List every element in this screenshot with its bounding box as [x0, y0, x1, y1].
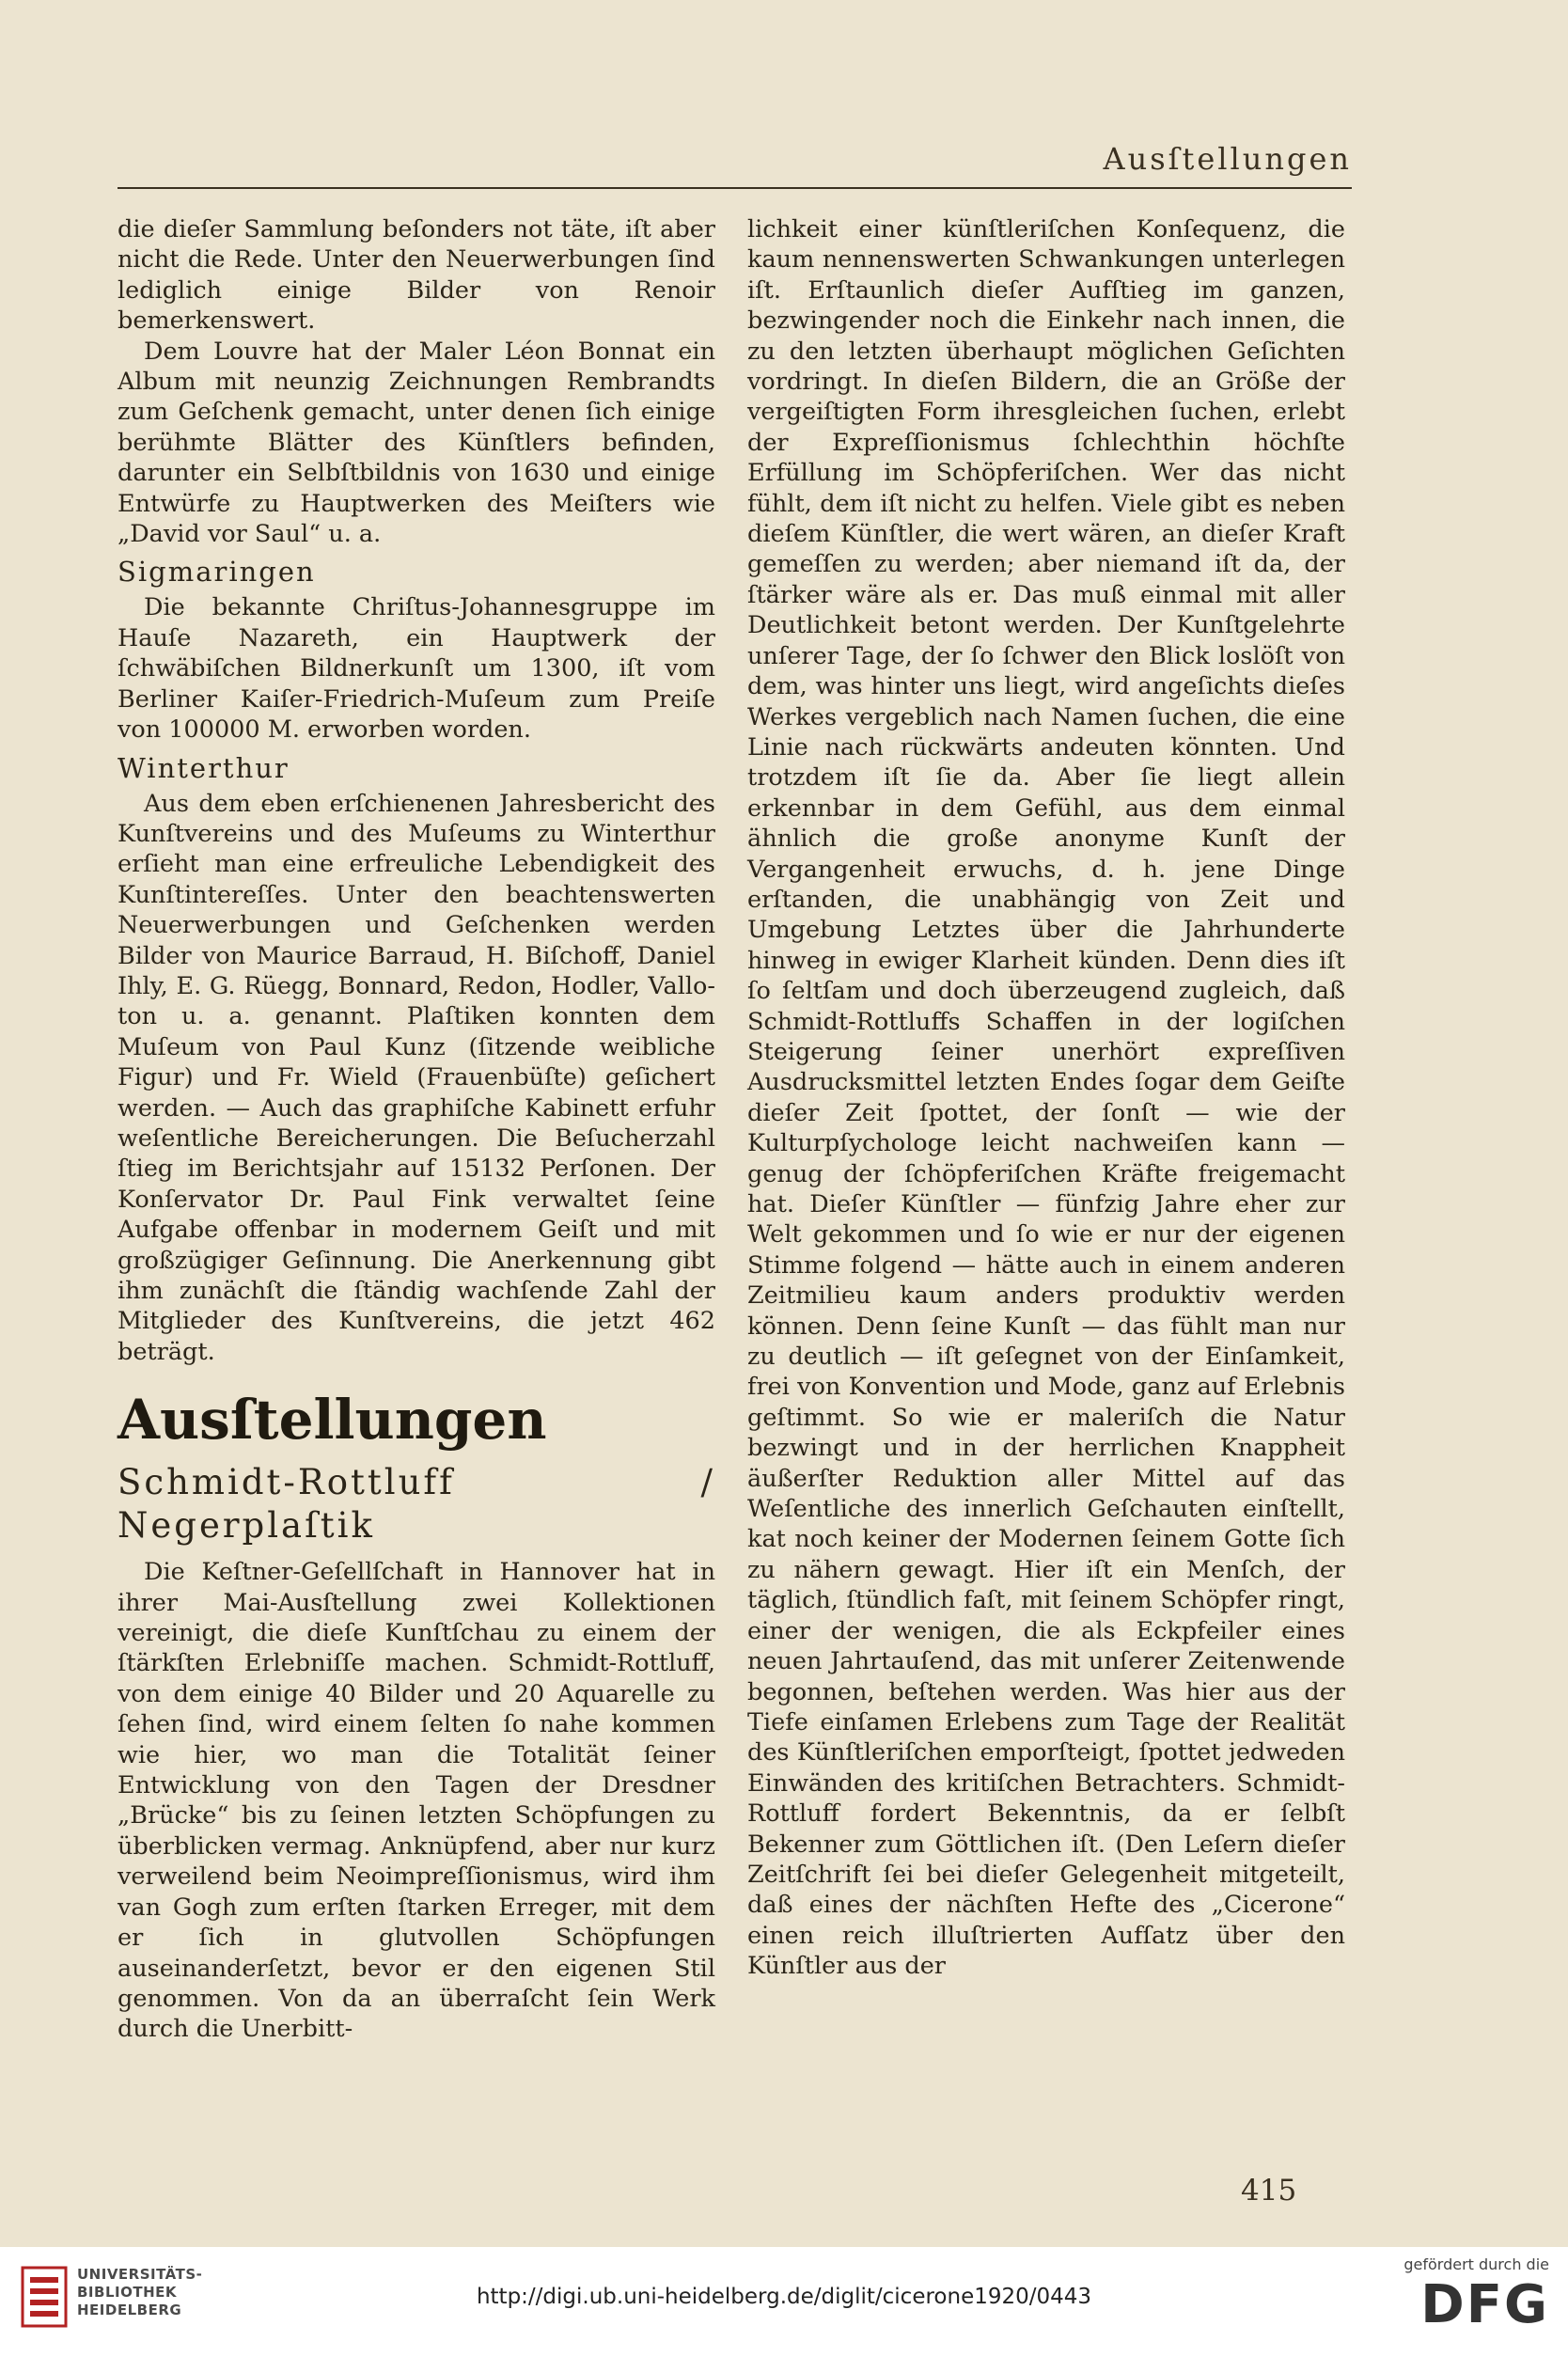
section-title: Ausſtellungen	[118, 1388, 547, 1453]
right-column	[747, 214, 1345, 1982]
library-name-line1: UNIVERSITÄTS-	[77, 2266, 203, 2283]
left-column	[118, 214, 715, 2045]
section-subtitle: Schmidt-Rottluff / Negerplaſtik	[118, 1462, 715, 1547]
paragraph: Die bekannte Chriſtus-Johannesgruppe im Hauſe Nazareth, ein Hauptwerk der ſchwäbiſchen Bildnerkunſt um 1300, iſt vom Berliner Kaiſer-Friedrich-Muſeum zum Preiſe von 100000 M. erworben worden.	[118, 593, 715, 745]
library-name-line3: HEIDELBERG	[77, 2302, 182, 2318]
place-heading: Winterthur	[118, 751, 290, 784]
place-heading: Sigmaringen	[118, 556, 316, 589]
source-url-link[interactable]: http://digi.ub.uni-heidelberg.de/diglit/cicerone1920/0443	[476, 2285, 1092, 2309]
paragraph: lichkeit einer künſtleriſchen Konſequenz, die kaum nennenswerten Schwankungen unterlegen iſt. Erſtaunlich dieſer Aufſtieg im ganzen, bezwingender noch die Einkehr nach innen, die zu den letzten überhaupt möglichen Geſichten vordringt. In dieſen Bildern, die an Größe der vergeiſtigten Form ihresgleichen ſuchen, erlebt der Expreſſionismus ſchlechthin höchſte Erfüllung im Schöpferiſchen. Wer das nicht fühlt, dem iſt nicht zu helfen. Viele gibt es neben dieſem Künſtler, die wert wären, an dieſer Kraft gemeſſen zu werden; aber niemand iſt da, der ſtärker wäre als er. Das muß einmal mit aller Deutlichkeit betont werden. Der Kunſtgelehrte unſerer Tage, der ſo ſchwer den Blick loslöſt von dem, was hinter uns liegt, wird angeſichts dieſes Werkes vergeblich nach Namen ſuchen, die eine Linie nach rückwärts andeuten könnten. Und trotzdem iſt ſie da. Aber ſie liegt allein erkennbar in dem Gefühl, aus dem einmal ähnlich die große anonyme Kunſt der Vergangenheit erwuchs, d. h. jene Dinge erſtanden, die unabhängig von Zeit und Umgebung Letztes über die Jahrhunderte hinweg in ewiger Klarheit künden. Denn dies iſt ſo ſeltſam und doch überzeugend zugleich, daß Schmidt-Rottluffs Schaffen in der logiſchen Steigerung ſeiner unerhört expreſſiven Ausdrucksmittel letzten Endes ſogar dem Geiſte dieſer Zeit ſpottet, der ſonſt — wie der Kulturpſychologe leicht nachweiſen kann — genug der ſchöpferiſchen Kräfte freigemacht hat. Dieſer Künſtler — fünfzig Jahre eher zur Welt gekommen und ſo wie er nur der eigenen Stimme folgend — hätte auch in einem anderen Zeitmilieu kaum anders produktiv werden können. Denn ſeine Kunſt — das fühlt man nur zu deutlich — iſt geſegnet von der Einſamkeit, frei von Konvention und Mode, ganz auf Erlebnis geſtimmt. So wie er maleriſch die Natur bezwingt und in der herrlichen Knappheit äußerſter Reduktion aller Mittel auf das Weſentliche des innerlich Geſchauten einſtellt, kat noch keiner der Modernen ſeinem Gotte ſich zu nähern gewagt. Hier iſt ein Menſch, der täglich, ſtündlich faſt, mit ſeinem Schöpfer ringt, einer der wenigen, die als Eckpfeiler eines neuen Jahrtauſend, das mit unſerer Zeitenwende begonnen, beſtehen werden. Was hier aus der Tiefe einſamen Erlebens zum Tage der Realität des Künſtleriſchen emporſteigt, ſpottet jedweden Einwänden des kritiſchen Betrachters. Schmidt-Rottluff fordert Bekenntnis, da er ſelbſt Bekenner zum Göttlichen iſt. (Den Leſern dieſer Zeitſchrift ſei bei dieſer Gelegenheit mitgeteilt, daß eines der nächſten Hefte des „Cicerone“ einen reich illuſtrierten Aufſatz über den Künſtler aus der	[747, 215, 1345, 1981]
library-name-line2: BIBLIOTHEK	[77, 2284, 177, 2301]
paragraph: Die Keſtner-Geſellſchaft in Hannover hat in ihrer Mai-Ausſtellung zwei Kollektionen vereinigt, die dieſe Kunſtſchau zu einem der ſtärkſten Erlebniſſe machen. Schmidt-Rottluff, von dem einige 40 Bilder und 20 Aquarelle zu ſehen ſind, wird einem ſelten ſo nahe kommen wie hier, wo man die Totalität ſeiner Entwicklung von den Tagen der Dresdner „Brücke“ bis zu ſeinen letzten Schöpfungen zu überblicken vermag. Anknüpfend, aber nur kurz verweilend beim Neoimpreſſionismus, wird ihm van Gogh zum erſten ſtarken Erreger, mit dem er ſich in glutvollen Schöpfungen auseinanderſetzt, bevor er den eigenen Stil genommen. Von da an überraſcht ſein Werk durch die Unerbitt-	[118, 1558, 715, 2044]
paragraph: die dieſer Sammlung beſonders not täte, iſt aber nicht die Rede. Unter den Neuerwerbungen ſind lediglich einige Bilder von Renoir bemerkenswert.	[118, 215, 715, 336]
funding-caption: gefördert durch die	[1403, 2255, 1549, 2273]
funder-block[interactable]	[1389, 2255, 1549, 2349]
paragraph: Aus dem eben erſchienenen Jahresbericht des Kunſtvereins und des Muſeums zu Winterthur erſieht man eine erfreuliche Lebendigkeit des Kunſtintereſſes. Unter den beachtenswerten Neuerwerbungen und Geſchenken werden Bilder von Maurice Barraud, H. Biſchoff, Daniel Ihly, E. G. Rüegg, Bonnard, Redon, Hodler, Vallo-ton u. a. genannt. Plaſtiken konnten dem Muſeum von Paul Kunz (ſitzende weibliche Figur) und Fr. Wield (Frauenbüſte) geſichert werden. — Auch das graphiſche Kabinett erfuhr weſentliche Bereicherungen. Die Beſucherzahl ſtieg im Berichtsjahr auf 15132 Perſonen. Der Konſervator Dr. Paul Fink verwaltet ſeine Aufgabe offenbar in modernem Geiſt und mit großzügiger Geſinnung. Die Anerkennung gibt ihm zunächſt die ſtändig wachſende Zahl der Mitglieder des Kunſtvereins, die jetzt 462 beträgt.	[118, 789, 715, 1366]
page-number: 415	[1241, 2174, 1297, 2208]
dfg-logo: DFG	[1420, 2274, 1549, 2335]
header-rule	[118, 187, 1352, 189]
paragraph: Dem Louvre hat der Maler Léon Bonnat ein Album mit neunzig Zeichnungen Rembrandts zum Geſchenk gemacht, unter denen ſich einige berühmte Blätter des Künſtlers befinden, darunter ein Selbſtbildnis von 1630 und einige Entwürfe zu Hauptwerken des Meiſters wie „David vor Saul“ u. a.	[118, 337, 715, 549]
running-header: Ausſtellungen	[1103, 141, 1352, 177]
